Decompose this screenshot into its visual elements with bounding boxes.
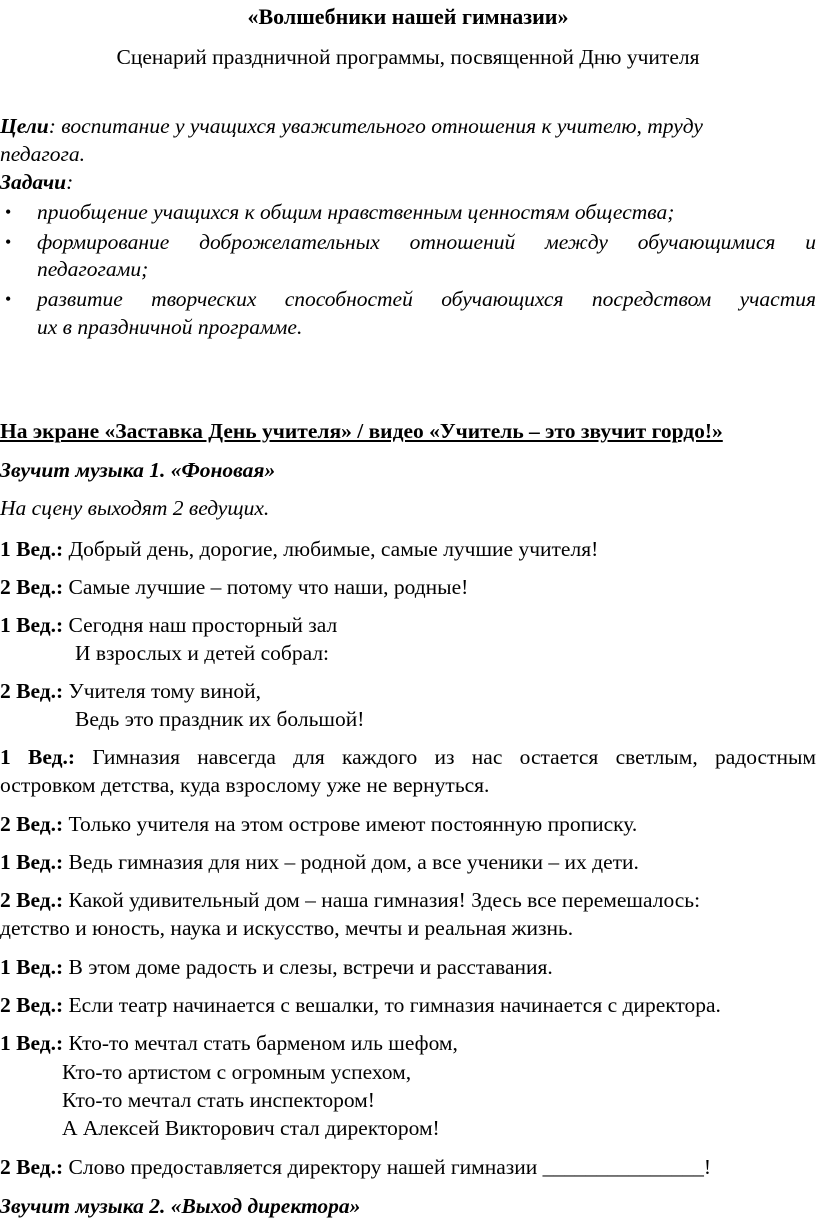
dialog-line: 1 Вед.: Добрый день, дорогие, любимые, самые лучшие учителя! xyxy=(0,537,599,561)
speaker-label: 1 Вед.: xyxy=(0,613,64,637)
dialog-line-continuation: детство и юность, наука и искусство, мечты и реальная жизнь. xyxy=(0,916,574,940)
speaker-label: 1 Вед.: xyxy=(0,955,64,979)
dialog-line: 1 Вед.: В этом доме радость и слезы, встречи и расставания. xyxy=(0,955,553,979)
music-cue-2: Звучит музыка 2. «Выход директора» xyxy=(0,1194,361,1218)
dialog-line: 1 Вед.: Ведь гимназия для них – родной дом, а все ученики – их дети. xyxy=(0,850,639,874)
music-cue-1: Звучит музыка 1. «Фоновая» xyxy=(0,458,276,482)
speaker-label: 2 Вед.: xyxy=(0,888,64,912)
dialog-line-continuation: И взрослых и детей собрал: xyxy=(75,641,330,665)
speaker-label: 2 Вед.: xyxy=(0,575,64,599)
tasks-colon: : xyxy=(66,170,74,194)
bullet-icon: • xyxy=(5,289,12,309)
task-item-2-line-1: • формирование доброжелательных отношений между обучающимися и xyxy=(5,230,816,254)
speaker-label: 1 Вед.: xyxy=(0,850,64,874)
speaker-label: 1 Вед.: xyxy=(0,1031,64,1055)
dialog-line: 2 Вед.: Слово предоставляется директору нашей гимназии _______________! xyxy=(0,1155,712,1179)
speaker-label: 2 Вед.: xyxy=(0,679,64,703)
speaker-label: 1 Вед.: xyxy=(0,537,64,561)
task-item-3-line-2: их в праздничной программе. xyxy=(37,315,303,339)
dialog-line-continuation: А Алексей Викторович стал директором! xyxy=(62,1116,440,1140)
tasks-label: Задачи xyxy=(0,170,67,194)
dialog-line-continuation: островком детства, куда взрослому уже не вернуться. xyxy=(0,773,490,797)
dialog-line: 2 Вед.: Учителя тому виной, xyxy=(0,679,261,703)
goals-text: : воспитание у учащихся уважительного отношения к учителю, труду xyxy=(48,114,703,138)
task-item-1: • приобщение учащихся к общим нравственным ценностям общества; xyxy=(5,200,675,224)
speaker-label: 2 Вед.: xyxy=(0,993,64,1017)
goals-line-1 xyxy=(0,112,703,140)
goals-line-2: педагога. xyxy=(0,142,86,166)
dialog-line-continuation: Кто-то мечтал стать инспектором! xyxy=(62,1088,375,1112)
dialog-line: 2 Вед.: Самые лучшие – потому что наши, родные! xyxy=(0,575,469,599)
task-item-3-line-1: • развитие творческих способностей обучающихся посредством участия xyxy=(5,287,816,311)
bullet-icon: • xyxy=(5,232,12,252)
dialog-line: 2 Вед.: Какой удивительный дом – наша гимназия! Здесь все перемешалось: xyxy=(0,888,701,912)
dialog-line-continuation: Ведь это праздник их большой! xyxy=(75,707,365,731)
task-item-2-line-2: педагогами; xyxy=(37,257,149,281)
tasks-heading xyxy=(0,168,73,196)
dialog-line: 1 Вед.: Сегодня наш просторный зал xyxy=(0,613,338,637)
dialog-line: 2 Вед.: Если театр начинается с вешалки, то гимназия начинается с директора. xyxy=(0,993,721,1017)
stage-direction: На сцену выходят 2 ведущих. xyxy=(0,496,270,520)
dialog-line: 2 Вед.: Только учителя на этом острове имеют постоянную прописку. xyxy=(0,812,638,836)
dialog-line-continuation: Кто-то артистом с огромным успехом, xyxy=(62,1060,412,1084)
dialog-line: 1 Вед.: Кто-то мечтал стать барменом иль шефом, xyxy=(0,1031,458,1055)
speaker-label: 1 Вед.: xyxy=(0,745,76,769)
document-title: «Волшебники нашей гимназии» xyxy=(247,4,569,29)
document-subtitle: Сценарий праздничной программы, посвященной Дню учителя xyxy=(116,45,700,69)
screen-heading: На экране «Заставка День учителя» / видео «Учитель – это звучит гордо!» xyxy=(0,419,723,443)
speaker-label: 2 Вед.: xyxy=(0,1155,64,1179)
bullet-icon: • xyxy=(5,202,12,222)
dialog-line: 1 Вед.: Гимназия навсегда для каждого из нас остается светлым, радостным xyxy=(0,745,816,769)
speaker-label: 2 Вед.: xyxy=(0,812,64,836)
goals-label: Цели xyxy=(0,114,49,138)
